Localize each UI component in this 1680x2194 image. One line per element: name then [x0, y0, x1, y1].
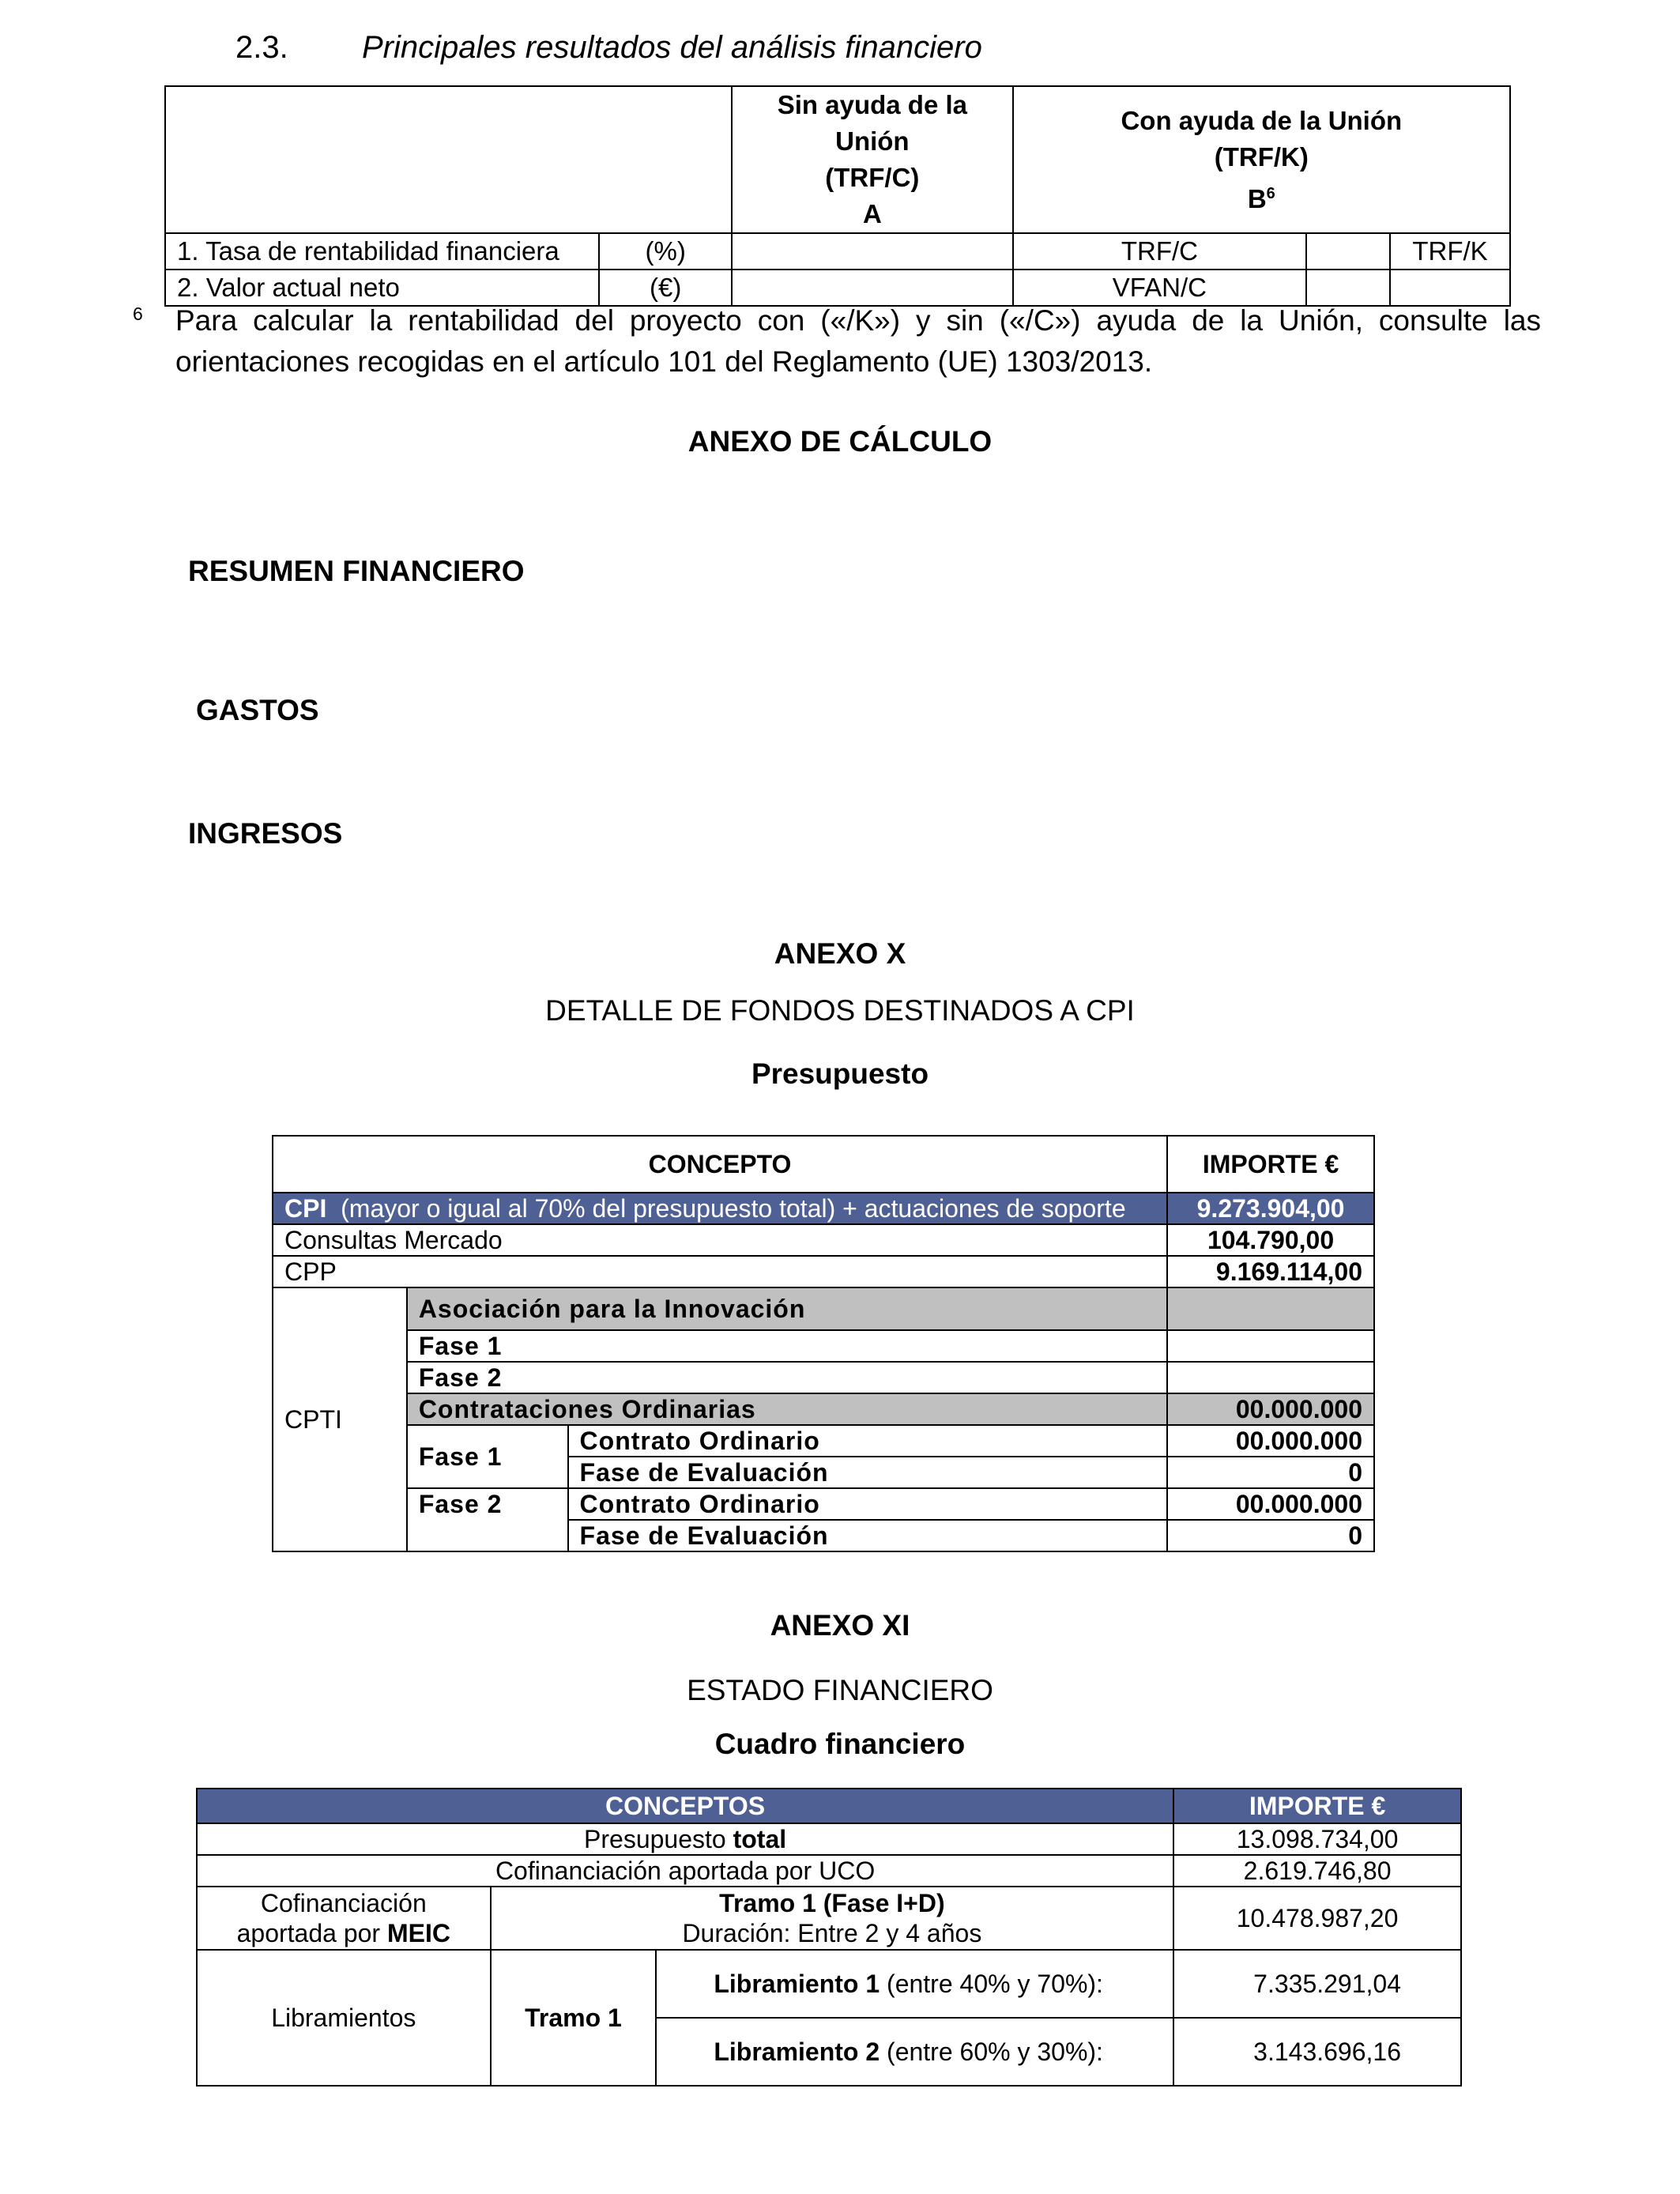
table-row — [273, 1193, 1374, 1224]
col-a-line2: (TRF/C) — [825, 163, 920, 192]
anexo-xi-subtitle: ESTADO FINANCIERO — [687, 1674, 993, 1706]
lib1-range: (entre 40% y 70%): — [887, 1970, 1103, 1998]
col-importe: IMPORTE € — [1173, 1789, 1461, 1823]
row-label: 1. Tasa de rentabilidad financiera — [165, 233, 599, 270]
fase1-contrato-label: Contrato Ordinario — [568, 1425, 1168, 1457]
tramo1-title: Tramo 1 (Fase I+D) — [719, 1889, 945, 1917]
presupuesto-cell — [197, 1823, 1173, 1855]
tramo1-duration: Duración: Entre 2 y 4 años — [682, 1919, 982, 1947]
asociacion-label: Asociación para la Innovación — [407, 1287, 1167, 1330]
tramo1-label: Tramo 1 — [491, 1950, 657, 2086]
table-row — [273, 1256, 1374, 1287]
lib2-range: (entre 60% y 30%): — [887, 2038, 1103, 2066]
cpp-label: CPP — [273, 1256, 1167, 1287]
cpp-value: 9.169.114,00 — [1167, 1256, 1374, 1287]
asociacion-fase2: Fase 2 — [407, 1362, 1167, 1393]
table-row — [197, 1887, 1461, 1950]
cof-meic-value: 10.478.987,20 — [1173, 1887, 1461, 1950]
presupuesto-total: total — [733, 1825, 787, 1853]
footnote-mark: 6 — [133, 303, 143, 324]
results-header-b — [1013, 86, 1510, 233]
lib1-label: Libramiento 1 — [714, 1970, 880, 1998]
cof-meic-line2 — [209, 1918, 479, 1948]
cuadro-heading: Cuadro financiero — [714, 1728, 966, 1760]
col-b-sup: 6 — [1266, 184, 1275, 202]
asociacion-value — [1167, 1287, 1374, 1330]
fase2-evaluacion-value: 0 — [1167, 1520, 1374, 1551]
table-row — [273, 1224, 1374, 1256]
fase2-evaluacion-label: Fase de Evaluación — [568, 1520, 1168, 1551]
col-conceptos: CONCEPTOS — [197, 1789, 1173, 1823]
asociacion-fase1: Fase 1 — [407, 1330, 1167, 1362]
col-b-line3 — [1025, 175, 1498, 217]
table-row — [273, 1425, 1374, 1457]
presupuesto-label: Presupuesto — [584, 1825, 726, 1853]
cof-meic-cell — [197, 1887, 491, 1950]
cpi-cell — [273, 1193, 1167, 1224]
asociacion-fase1-value — [1167, 1330, 1374, 1362]
row-unit: (%) — [599, 233, 732, 270]
row-label: 2. Valor actual neto — [165, 270, 599, 306]
contrataciones-label: Contrataciones Ordinarias — [407, 1393, 1167, 1425]
table-row — [197, 1950, 1461, 2018]
section-number: 2.3. — [235, 30, 288, 65]
ingresos-heading: INGRESOS — [188, 817, 343, 850]
fase2-contrato-label: Contrato Ordinario — [568, 1488, 1168, 1520]
lib2-label: Libramiento 2 — [714, 2038, 880, 2066]
cof-meic-bold: MEIC — [386, 1919, 450, 1947]
row-mid: TRF/C — [1013, 233, 1307, 270]
col-a-line3: A — [862, 199, 882, 228]
lib2-cell — [656, 2018, 1173, 2086]
results-header-empty — [165, 86, 732, 233]
consultas-value: 104.790,00 — [1167, 1224, 1374, 1256]
cof-uco-label: Cofinanciación aportada por UCO — [197, 1855, 1173, 1887]
libramientos-label: Libramientos — [197, 1950, 491, 2086]
lib2-value: 3.143.696,16 — [1173, 2018, 1461, 2086]
anexo-xi-heading: ANEXO XI — [770, 1609, 910, 1642]
anexo-x-heading: ANEXO X — [774, 937, 906, 970]
presupuesto-heading: Presupuesto — [751, 1057, 929, 1090]
col-b-line2: (TRF/K) — [1214, 141, 1309, 172]
table-row — [197, 1855, 1461, 1887]
table-row — [273, 1393, 1374, 1425]
results-header-a — [732, 86, 1013, 233]
cpi-description: (mayor o igual al 70% del presupuesto total) + actuaciones de soporte — [341, 1194, 1126, 1223]
asociacion-fase2-value — [1167, 1362, 1374, 1393]
cof-meic-line1: Cofinanciación — [260, 1889, 427, 1917]
gastos-heading: GASTOS — [196, 694, 319, 726]
cpti-label: CPTI — [273, 1287, 407, 1551]
fase1-evaluacion-value: 0 — [1167, 1457, 1374, 1488]
anexo-x-subtitle: DETALLE DE FONDOS DESTINADOS A CPI — [545, 994, 1135, 1027]
footnote-text: Para calcular la rentabilidad del proyecto con («/K») y sin («/C») ayuda de la Unión, consulte las orientaciones recogidas en el artículo 101 del Reglamento (UE) 1303/2013. — [175, 304, 1541, 378]
table-row — [273, 1488, 1374, 1520]
table-row — [273, 1287, 1374, 1330]
lib1-value: 7.335.291,04 — [1173, 1950, 1461, 2018]
lib1-cell — [656, 1950, 1173, 2018]
anexo-calculo-heading: ANEXO DE CÁLCULO — [687, 425, 993, 458]
cpi-value: 9.273.904,00 — [1167, 1193, 1374, 1224]
contrataciones-fase1: Fase 1 — [407, 1425, 568, 1488]
section-title: Principales resultados del análisis financiero — [362, 30, 982, 65]
row-unit: (€) — [599, 270, 732, 306]
fase2-contrato-value: 00.000.000 — [1167, 1488, 1374, 1520]
row-right: TRF/K — [1390, 233, 1510, 270]
table-row — [197, 1823, 1461, 1855]
row-a-value — [732, 233, 1013, 270]
table-row — [165, 233, 1510, 270]
row-mid: VFAN/C — [1013, 270, 1307, 306]
fase1-evaluacion-label: Fase de Evaluación — [568, 1457, 1168, 1488]
col-concepto: CONCEPTO — [273, 1136, 1167, 1193]
table-row — [273, 1330, 1374, 1362]
consultas-label: Consultas Mercado — [273, 1224, 1167, 1256]
fase1-contrato-value: 00.000.000 — [1167, 1425, 1374, 1457]
cof-meic-text: aportada por — [236, 1919, 381, 1947]
financial-table — [196, 1788, 1462, 2087]
tramo1-info-cell — [491, 1887, 1174, 1950]
presupuesto-value: 13.098.734,00 — [1173, 1823, 1461, 1855]
col-b-letter: B — [1247, 183, 1267, 213]
row-empty — [1306, 233, 1390, 270]
budget-table — [272, 1135, 1375, 1552]
contrataciones-fase2: Fase 2 — [407, 1488, 568, 1551]
col-importe: IMPORTE € — [1167, 1136, 1374, 1193]
contrataciones-value: 00.000.000 — [1167, 1393, 1374, 1425]
table-row — [273, 1362, 1374, 1393]
resumen-heading: RESUMEN FINANCIERO — [188, 555, 525, 587]
cpi-label: CPI — [284, 1194, 327, 1223]
col-a-line1: Sin ayuda de la Unión — [777, 90, 967, 156]
results-table — [164, 85, 1511, 307]
col-b-line1: Con ayuda de la Unión — [1121, 105, 1403, 135]
cof-uco-value: 2.619.746,80 — [1173, 1855, 1461, 1887]
